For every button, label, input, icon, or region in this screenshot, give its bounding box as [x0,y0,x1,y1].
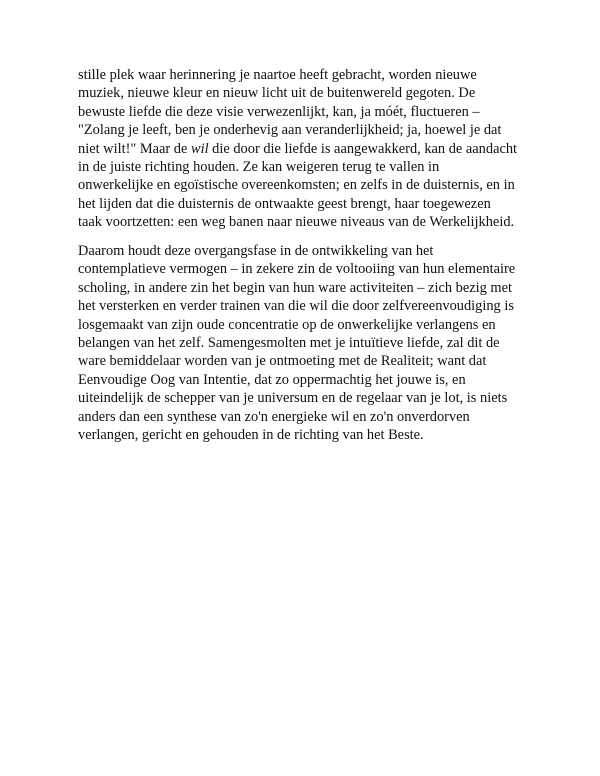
paragraph-line: bewuste liefde die deze visie verwezenlijkt, kan, ja móét, fluctueren – [78,103,480,120]
paragraph-line: Daarom houdt deze overgangsfase in de ontwikkeling van het [78,243,434,259]
paragraph-line: in de juiste richting houden. Ze kan weigeren terug te vallen in [78,159,440,176]
paragraph-line: het versterken en verder trainen van die wil die door zelfvereenvoudiging is [78,298,514,315]
paragraph-line: losgemaakt van zijn oude concentratie op de onwerkelijke verlangens en [78,316,496,333]
emphasis-wil: wil [190,140,209,157]
paragraph-line: stille plek waar herinnering je naartoe heeft gebracht, worden nieuwe [78,67,477,83]
text-run: die door die liefde is aangewakkerd, kan de aandacht [208,140,518,157]
paragraph-1 [78,66,536,232]
paragraph-line: scholing, in andere zin het begin van hun ware activiteiten – zich bezig met [78,279,512,296]
paragraph-line: Eenvoudige Oog van Intentie, dat zo oppermachtig het jouwe is, en [78,371,466,388]
paragraph-line: contemplatieve vermogen – in zekere zin de voltooiing van hun elementaire [78,261,516,278]
paragraph-line: onwerkelijke en egoïstische overeenkomsten; en zelfs in de duisternis, en in [78,177,515,194]
paragraph-line: anders dan een synthese van zo'n energieke wil en zo'n onverdorven [78,408,470,425]
paragraph-line-mixed [78,140,536,158]
paragraph-line: muziek, nieuwe kleur en nieuw licht uit de buitenwereld gegoten. De [78,85,476,102]
paragraph-line: taak voortzetten: een weg banen naar nieuwe niveaus van de Werkelijkheid. [78,214,515,231]
paragraph-line: ware bemiddelaar worden van je ontmoeting met de Realiteit; want dat [78,353,487,370]
paragraph-line: belangen van het zelf. Samengesmolten met je intuïtieve liefde, zal dit de [78,335,500,352]
paragraph-line: verlangen, gericht en gehouden in de richting van het Beste. [78,427,424,444]
paragraph-2 [78,242,536,444]
text-run: niet wilt!" Maar de [78,140,191,157]
paragraph-line: "Zolang je leeft, ben je onderhevig aan veranderlijkheid; ja, hoewel je dat [78,122,502,139]
paragraph-line: uiteindelijk de schepper van je universum en de regelaar van je lot, is niets [78,390,508,407]
paragraph-line: het lijden dat die duisternis de ontwaakte geest brengt, haar toegewezen [78,195,491,212]
